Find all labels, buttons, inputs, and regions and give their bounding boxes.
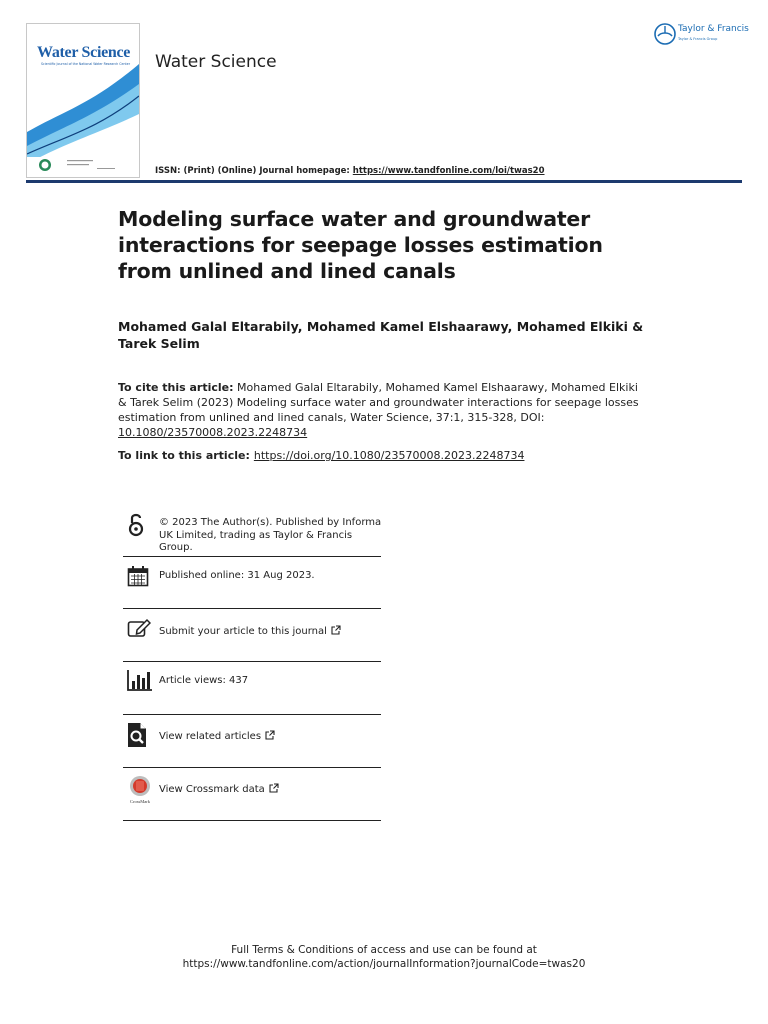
external-link-icon bbox=[331, 625, 341, 635]
crossmark-row[interactable] bbox=[123, 775, 381, 819]
bar-chart-icon bbox=[127, 669, 153, 691]
related-articles-link[interactable] bbox=[159, 730, 384, 744]
header-divider bbox=[26, 180, 742, 183]
submit-label[interactable]: Submit your article to this journal bbox=[159, 626, 327, 637]
article-doi-link[interactable]: https://doi.org/10.1080/23570008.2023.2248734 bbox=[253, 449, 525, 462]
link-label: To link to this article: bbox=[118, 449, 250, 462]
related-label[interactable]: View related articles bbox=[159, 731, 262, 742]
row-divider bbox=[123, 608, 381, 609]
article-authors: Mohamed Galal Eltarabily, Mohamed Kamel Elshaarawy, Mohamed Elkiki & Tarek Selim bbox=[118, 319, 644, 351]
published-row bbox=[123, 562, 381, 606]
row-divider bbox=[123, 767, 381, 768]
row-divider bbox=[123, 820, 381, 821]
edit-icon bbox=[127, 617, 151, 639]
cover-title: Water Science bbox=[37, 44, 131, 61]
issn-prefix: ISSN: (Print) (Online) Journal homepage: bbox=[155, 166, 353, 176]
publisher-logo-text: Taylor & Francis bbox=[678, 24, 749, 34]
published-date: Published online: 31 Aug 2023. bbox=[159, 570, 315, 581]
cite-label: To cite this article: bbox=[118, 381, 234, 394]
crossmark-logo-label: CrossMark bbox=[130, 799, 150, 804]
open-access-icon bbox=[127, 512, 145, 538]
footer-terms-text: Full Terms & Conditions of access and use can be found at bbox=[231, 944, 537, 956]
crossmark-icon bbox=[127, 775, 153, 805]
article-title: Modeling surface water and groundwater interactions for seepage losses estimation from unlined and lined canals bbox=[118, 207, 603, 283]
article-views[interactable]: Article views: 437 bbox=[159, 675, 249, 686]
related-articles-icon bbox=[127, 722, 149, 748]
copyright-text: © 2023 The Author(s). Published by Informa UK Limited, trading as Taylor & Francis Group. bbox=[159, 517, 382, 553]
row-divider bbox=[123, 661, 381, 662]
footer-terms-link[interactable]: https://www.tandfonline.com/action/journalInformation?journalCode=twas20 bbox=[182, 958, 586, 970]
open-access-row bbox=[123, 512, 381, 556]
external-link-icon bbox=[265, 730, 275, 740]
article-link-line bbox=[118, 449, 524, 462]
row-divider bbox=[123, 714, 381, 715]
related-row[interactable] bbox=[123, 722, 381, 766]
cover-subtitle: Scientific Journal of the National Water Research Center bbox=[41, 62, 131, 66]
views-row[interactable] bbox=[123, 668, 381, 712]
calendar-icon bbox=[127, 565, 149, 587]
footer bbox=[0, 943, 768, 971]
crossmark-link[interactable] bbox=[159, 783, 384, 797]
cite-text: Mohamed Galal Eltarabily, Mohamed Kamel Elshaarawy, Mohamed Elkiki & Tarek Selim (2023) Modeling surface water and groundwater interactions for seepage losses estimation from unlined and lined canals, Water Science, 37:1, 315-328, DOI: bbox=[118, 381, 639, 424]
cite-doi-link[interactable]: 10.1080/23570008.2023.2248734 bbox=[118, 426, 308, 439]
crossmark-label[interactable]: View Crossmark data bbox=[159, 784, 265, 795]
external-link-icon bbox=[269, 783, 279, 793]
row-divider bbox=[123, 556, 381, 557]
submit-article-link[interactable] bbox=[159, 625, 384, 639]
submit-row[interactable] bbox=[123, 615, 381, 659]
journal-homepage-link[interactable]: https://www.tandfonline.com/loi/twas20 bbox=[352, 166, 545, 176]
journal-cover bbox=[26, 23, 140, 178]
citation-block bbox=[118, 380, 648, 440]
publisher-logo-subtext: Taylor & Francis Group bbox=[678, 37, 718, 41]
issn-line bbox=[155, 166, 545, 176]
journal-name[interactable]: Water Science bbox=[155, 52, 277, 72]
